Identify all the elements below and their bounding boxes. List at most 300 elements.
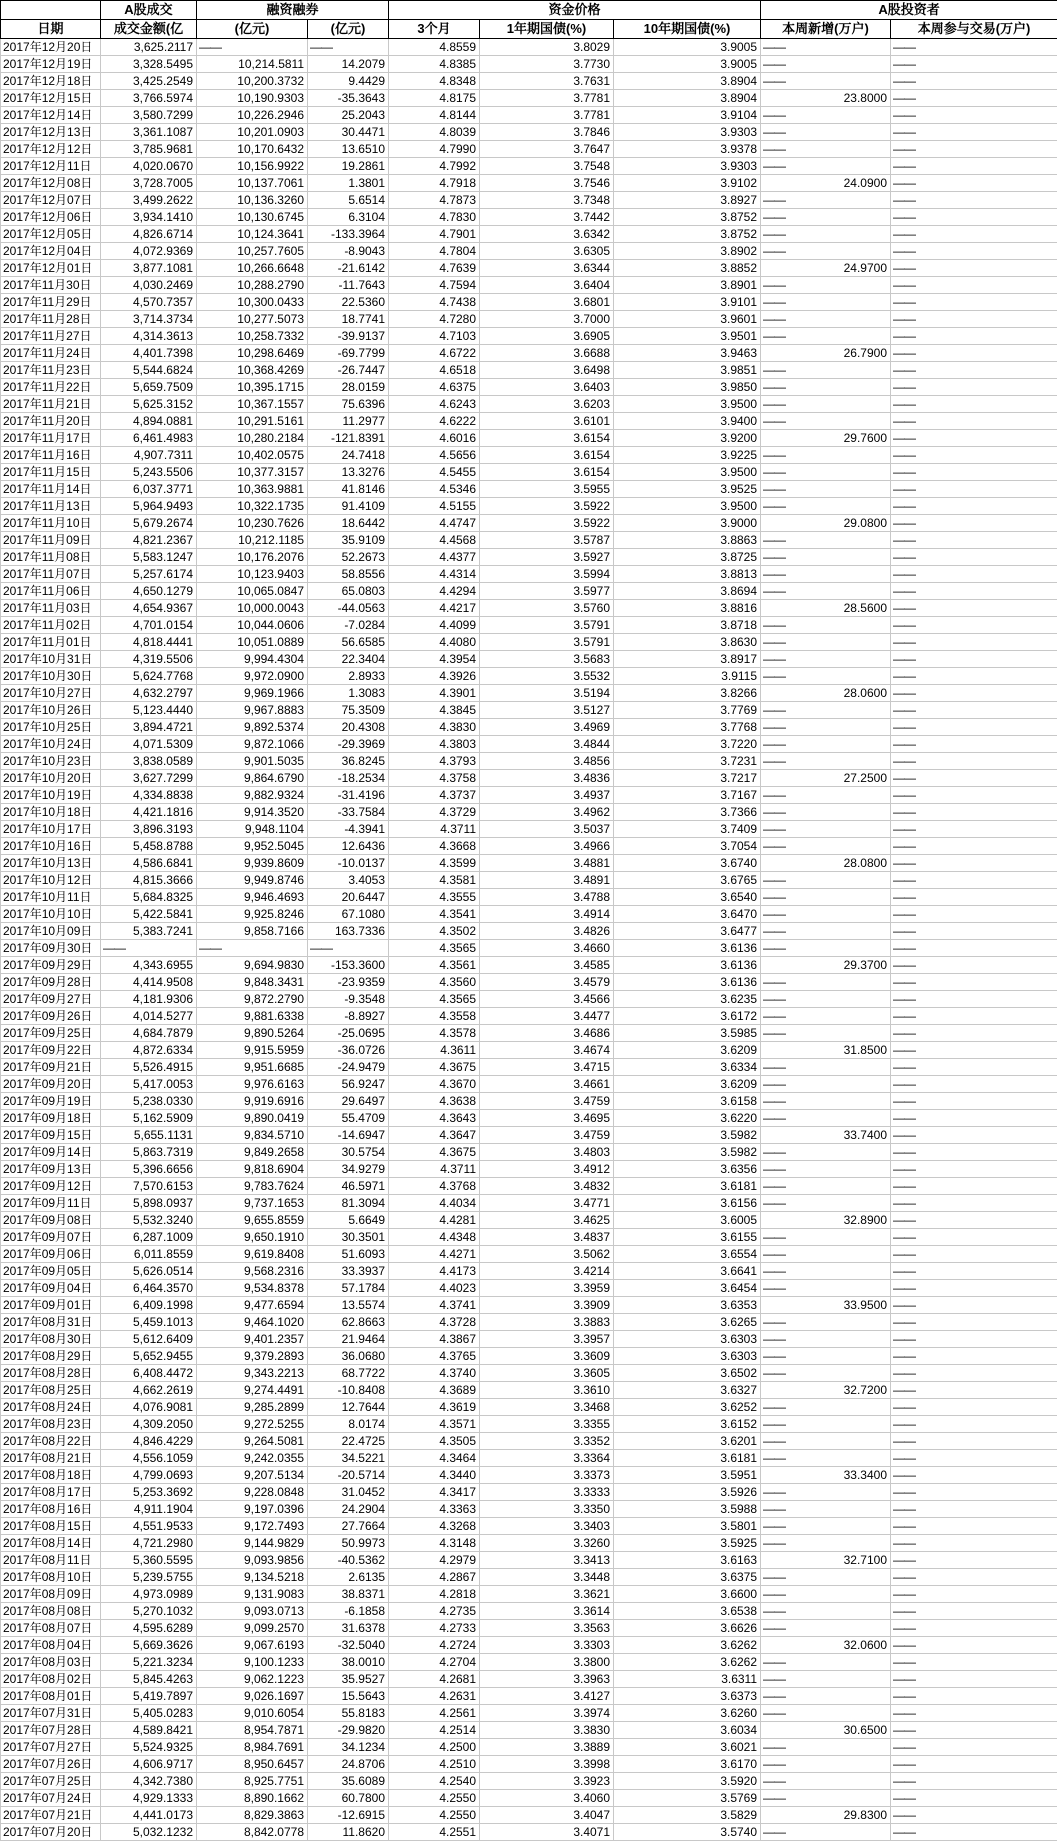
rate-10yr-cell[interactable]: 3.9102 xyxy=(614,175,761,192)
rate-10yr-cell[interactable]: 3.6470 xyxy=(614,906,761,923)
rate-10yr-cell[interactable]: 3.6327 xyxy=(614,1382,761,1399)
rate-10yr-cell[interactable]: 3.9463 xyxy=(614,345,761,362)
margin-balance-cell[interactable]: 9,172.7493 xyxy=(197,1518,308,1535)
margin-balance-cell[interactable]: 8,925.7751 xyxy=(197,1773,308,1790)
turnover-cell[interactable]: 3,785.9681 xyxy=(101,141,197,158)
date-cell[interactable]: 2017年10月31日 xyxy=(1,651,101,668)
margin-balance-cell[interactable]: 10,212.1185 xyxy=(197,532,308,549)
trading-accounts-cell[interactable]: —— xyxy=(891,1671,1057,1688)
margin-change-cell[interactable]: -10.8408 xyxy=(308,1382,389,1399)
margin-change-cell[interactable]: -8.8927 xyxy=(308,1008,389,1025)
margin-balance-cell[interactable]: 9,343.2213 xyxy=(197,1365,308,1382)
rate-10yr-cell[interactable]: 3.8904 xyxy=(614,73,761,90)
margin-change-cell[interactable]: -35.3643 xyxy=(308,90,389,107)
margin-balance-cell[interactable]: 9,242.0355 xyxy=(197,1450,308,1467)
trading-accounts-cell[interactable]: —— xyxy=(891,294,1057,311)
margin-balance-cell[interactable]: 9,952.5045 xyxy=(197,838,308,855)
turnover-cell[interactable]: 5,679.2674 xyxy=(101,515,197,532)
new-accounts-cell[interactable]: 32.7200 xyxy=(761,1382,891,1399)
rate-10yr-cell[interactable]: 3.5951 xyxy=(614,1467,761,1484)
rate-3month-cell[interactable]: 4.6243 xyxy=(389,396,480,413)
rate-1yr-cell[interactable]: 3.5532 xyxy=(480,668,614,685)
margin-change-cell[interactable]: 35.9109 xyxy=(308,532,389,549)
trading-accounts-cell[interactable]: —— xyxy=(891,1450,1057,1467)
new-accounts-cell[interactable]: —— xyxy=(761,107,891,124)
margin-change-cell[interactable]: -18.2534 xyxy=(308,770,389,787)
margin-balance-cell[interactable]: 10,190.9303 xyxy=(197,90,308,107)
rate-10yr-cell[interactable]: 3.9101 xyxy=(614,294,761,311)
rate-1yr-cell[interactable]: 3.3974 xyxy=(480,1705,614,1722)
turnover-cell[interactable]: 5,964.9493 xyxy=(101,498,197,515)
rate-1yr-cell[interactable]: 3.4047 xyxy=(480,1807,614,1824)
margin-change-cell[interactable]: 55.8183 xyxy=(308,1705,389,1722)
margin-balance-cell[interactable]: 9,131.9083 xyxy=(197,1586,308,1603)
date-cell[interactable]: 2017年12月04日 xyxy=(1,243,101,260)
margin-change-cell[interactable]: 36.0680 xyxy=(308,1348,389,1365)
rate-3month-cell[interactable]: 4.3638 xyxy=(389,1093,480,1110)
date-cell[interactable]: 2017年11月01日 xyxy=(1,634,101,651)
margin-balance-cell[interactable]: 9,872.1066 xyxy=(197,736,308,753)
turnover-cell[interactable]: 4,606.9717 xyxy=(101,1756,197,1773)
rate-1yr-cell[interactable]: 3.4759 xyxy=(480,1127,614,1144)
turnover-cell[interactable]: 4,654.9367 xyxy=(101,600,197,617)
trading-accounts-cell[interactable]: —— xyxy=(891,175,1057,192)
rate-10yr-cell[interactable]: 3.6740 xyxy=(614,855,761,872)
new-accounts-cell[interactable]: —— xyxy=(761,719,891,736)
new-accounts-cell[interactable]: —— xyxy=(761,1195,891,1212)
trading-accounts-cell[interactable]: —— xyxy=(891,73,1057,90)
turnover-cell[interactable]: 3,934.1410 xyxy=(101,209,197,226)
date-cell[interactable]: 2017年08月16日 xyxy=(1,1501,101,1518)
trading-accounts-cell[interactable]: —— xyxy=(891,889,1057,906)
new-accounts-cell[interactable]: —— xyxy=(761,39,891,56)
margin-change-cell[interactable]: 35.9527 xyxy=(308,1671,389,1688)
date-cell[interactable]: 2017年09月01日 xyxy=(1,1297,101,1314)
date-cell[interactable]: 2017年08月18日 xyxy=(1,1467,101,1484)
rate-1yr-cell[interactable]: 3.4836 xyxy=(480,770,614,787)
trading-accounts-cell[interactable]: —— xyxy=(891,124,1057,141)
margin-balance-cell[interactable]: 9,901.5035 xyxy=(197,753,308,770)
new-accounts-cell[interactable]: —— xyxy=(761,1144,891,1161)
trading-accounts-cell[interactable]: —— xyxy=(891,260,1057,277)
rate-10yr-cell[interactable]: 3.9005 xyxy=(614,39,761,56)
new-accounts-cell[interactable]: 28.5600 xyxy=(761,600,891,617)
rate-3month-cell[interactable]: 4.7639 xyxy=(389,260,480,277)
rate-10yr-cell[interactable]: 3.6538 xyxy=(614,1603,761,1620)
rate-3month-cell[interactable]: 4.4080 xyxy=(389,634,480,651)
turnover-cell[interactable]: 3,580.7299 xyxy=(101,107,197,124)
date-cell[interactable]: 2017年08月14日 xyxy=(1,1535,101,1552)
trading-accounts-cell[interactable]: —— xyxy=(891,1756,1057,1773)
turnover-cell[interactable]: 3,627.7299 xyxy=(101,770,197,787)
margin-change-cell[interactable]: 3.4053 xyxy=(308,872,389,889)
margin-change-cell[interactable]: 58.8556 xyxy=(308,566,389,583)
group-header-funding-rates[interactable]: 资金价格 xyxy=(389,1,761,20)
trading-accounts-cell[interactable]: —— xyxy=(891,583,1057,600)
margin-balance-cell[interactable]: 9,272.5255 xyxy=(197,1416,308,1433)
rate-1yr-cell[interactable]: 3.4661 xyxy=(480,1076,614,1093)
new-accounts-cell[interactable]: 28.0800 xyxy=(761,855,891,872)
margin-change-cell[interactable]: -69.7799 xyxy=(308,345,389,362)
rate-10yr-cell[interactable]: 3.6170 xyxy=(614,1756,761,1773)
margin-balance-cell[interactable]: 10,044.0606 xyxy=(197,617,308,634)
rate-3month-cell[interactable]: 4.3464 xyxy=(389,1450,480,1467)
rate-1yr-cell[interactable]: 3.5127 xyxy=(480,702,614,719)
new-accounts-cell[interactable]: —— xyxy=(761,294,891,311)
margin-balance-cell[interactable]: 8,842.0778 xyxy=(197,1824,308,1841)
margin-change-cell[interactable]: 51.6093 xyxy=(308,1246,389,1263)
margin-balance-cell[interactable]: 9,464.1020 xyxy=(197,1314,308,1331)
margin-change-cell[interactable]: 31.0452 xyxy=(308,1484,389,1501)
turnover-cell[interactable]: 5,270.1032 xyxy=(101,1603,197,1620)
new-accounts-cell[interactable]: —— xyxy=(761,634,891,651)
rate-10yr-cell[interactable]: 3.6201 xyxy=(614,1433,761,1450)
rate-3month-cell[interactable]: 4.6722 xyxy=(389,345,480,362)
rate-10yr-cell[interactable]: 3.6641 xyxy=(614,1263,761,1280)
new-accounts-cell[interactable]: —— xyxy=(761,192,891,209)
margin-balance-cell[interactable]: 9,872.2790 xyxy=(197,991,308,1008)
rate-10yr-cell[interactable]: 3.6626 xyxy=(614,1620,761,1637)
trading-accounts-cell[interactable]: —— xyxy=(891,957,1057,974)
new-accounts-cell[interactable]: —— xyxy=(761,566,891,583)
turnover-cell[interactable]: 4,701.0154 xyxy=(101,617,197,634)
rate-10yr-cell[interactable]: 3.8904 xyxy=(614,90,761,107)
new-accounts-cell[interactable]: —— xyxy=(761,736,891,753)
date-cell[interactable]: 2017年12月14日 xyxy=(1,107,101,124)
trading-accounts-cell[interactable]: —— xyxy=(891,1365,1057,1382)
margin-balance-cell[interactable]: 9,379.2893 xyxy=(197,1348,308,1365)
trading-accounts-cell[interactable]: —— xyxy=(891,923,1057,940)
rate-10yr-cell[interactable]: 3.7217 xyxy=(614,770,761,787)
rate-1yr-cell[interactable]: 3.5787 xyxy=(480,532,614,549)
date-cell[interactable]: 2017年08月30日 xyxy=(1,1331,101,1348)
date-cell[interactable]: 2017年09月12日 xyxy=(1,1178,101,1195)
new-accounts-cell[interactable]: —— xyxy=(761,311,891,328)
new-accounts-cell[interactable]: —— xyxy=(761,158,891,175)
date-cell[interactable]: 2017年10月27日 xyxy=(1,685,101,702)
date-cell[interactable]: 2017年08月09日 xyxy=(1,1586,101,1603)
trading-accounts-cell[interactable]: —— xyxy=(891,787,1057,804)
rate-10yr-cell[interactable]: 3.5925 xyxy=(614,1535,761,1552)
rate-1yr-cell[interactable]: 3.7548 xyxy=(480,158,614,175)
margin-change-cell[interactable]: 14.2079 xyxy=(308,56,389,73)
date-cell[interactable]: 2017年12月19日 xyxy=(1,56,101,73)
margin-balance-cell[interactable]: 9,010.6054 xyxy=(197,1705,308,1722)
rate-10yr-cell[interactable]: 3.9500 xyxy=(614,498,761,515)
new-accounts-cell[interactable]: —— xyxy=(761,413,891,430)
trading-accounts-cell[interactable]: —— xyxy=(891,1688,1057,1705)
margin-change-cell[interactable]: 5.6514 xyxy=(308,192,389,209)
rate-1yr-cell[interactable]: 3.3998 xyxy=(480,1756,614,1773)
rate-1yr-cell[interactable]: 3.7781 xyxy=(480,90,614,107)
rate-1yr-cell[interactable]: 3.4566 xyxy=(480,991,614,1008)
margin-balance-cell[interactable]: 9,228.0848 xyxy=(197,1484,308,1501)
date-cell[interactable]: 2017年07月28日 xyxy=(1,1722,101,1739)
margin-change-cell[interactable]: -25.0695 xyxy=(308,1025,389,1042)
trading-accounts-cell[interactable]: —— xyxy=(891,1569,1057,1586)
date-cell[interactable]: 2017年11月14日 xyxy=(1,481,101,498)
margin-balance-cell[interactable]: 9,882.9324 xyxy=(197,787,308,804)
date-cell[interactable]: 2017年11月13日 xyxy=(1,498,101,515)
turnover-cell[interactable]: 5,458.8788 xyxy=(101,838,197,855)
turnover-cell[interactable]: 3,499.2622 xyxy=(101,192,197,209)
rate-1yr-cell[interactable]: 3.6344 xyxy=(480,260,614,277)
margin-balance-cell[interactable]: 9,655.8559 xyxy=(197,1212,308,1229)
trading-accounts-cell[interactable]: —— xyxy=(891,413,1057,430)
date-cell[interactable]: 2017年11月17日 xyxy=(1,430,101,447)
date-cell[interactable]: 2017年08月24日 xyxy=(1,1399,101,1416)
margin-balance-cell[interactable]: 9,848.3431 xyxy=(197,974,308,991)
new-accounts-cell[interactable]: —— xyxy=(761,651,891,668)
turnover-cell[interactable]: 4,401.7398 xyxy=(101,345,197,362)
date-cell[interactable]: 2017年12月13日 xyxy=(1,124,101,141)
rate-10yr-cell[interactable]: 3.6477 xyxy=(614,923,761,940)
new-accounts-cell[interactable]: 32.0600 xyxy=(761,1637,891,1654)
date-cell[interactable]: 2017年08月25日 xyxy=(1,1382,101,1399)
trading-accounts-cell[interactable]: —— xyxy=(891,668,1057,685)
turnover-cell[interactable]: 4,181.9306 xyxy=(101,991,197,1008)
trading-accounts-cell[interactable]: —— xyxy=(891,192,1057,209)
date-cell[interactable]: 2017年09月18日 xyxy=(1,1110,101,1127)
rate-1yr-cell[interactable]: 3.4914 xyxy=(480,906,614,923)
turnover-cell[interactable]: 6,011.8559 xyxy=(101,1246,197,1263)
rate-10yr-cell[interactable]: 3.6260 xyxy=(614,1705,761,1722)
rate-3month-cell[interactable]: 4.3578 xyxy=(389,1025,480,1042)
new-accounts-cell[interactable]: 27.2500 xyxy=(761,770,891,787)
turnover-cell[interactable]: 4,911.1904 xyxy=(101,1501,197,1518)
rate-1yr-cell[interactable]: 3.3260 xyxy=(480,1535,614,1552)
rate-1yr-cell[interactable]: 3.4695 xyxy=(480,1110,614,1127)
margin-change-cell[interactable]: -26.7447 xyxy=(308,362,389,379)
trading-accounts-cell[interactable]: —— xyxy=(891,1705,1057,1722)
date-cell[interactable]: 2017年12月18日 xyxy=(1,73,101,90)
margin-balance-cell[interactable]: 10,130.6745 xyxy=(197,209,308,226)
rate-1yr-cell[interactable]: 3.4477 xyxy=(480,1008,614,1025)
new-accounts-cell[interactable]: —— xyxy=(761,124,891,141)
trading-accounts-cell[interactable]: —— xyxy=(891,991,1057,1008)
rate-10yr-cell[interactable]: 3.8927 xyxy=(614,192,761,209)
turnover-cell[interactable]: 4,556.1059 xyxy=(101,1450,197,1467)
trading-accounts-cell[interactable]: —— xyxy=(891,447,1057,464)
turnover-cell[interactable]: 4,826.6714 xyxy=(101,226,197,243)
turnover-cell[interactable]: 4,632.2797 xyxy=(101,685,197,702)
new-accounts-cell[interactable]: 29.3700 xyxy=(761,957,891,974)
turnover-cell[interactable]: 5,239.5755 xyxy=(101,1569,197,1586)
new-accounts-cell[interactable]: —— xyxy=(761,1603,891,1620)
turnover-cell[interactable]: 3,328.5495 xyxy=(101,56,197,73)
trading-accounts-cell[interactable]: —— xyxy=(891,906,1057,923)
rate-10yr-cell[interactable]: 3.8863 xyxy=(614,532,761,549)
trading-accounts-cell[interactable]: —— xyxy=(891,651,1057,668)
rate-3month-cell[interactable]: 4.7992 xyxy=(389,158,480,175)
new-accounts-cell[interactable]: —— xyxy=(761,906,891,923)
new-accounts-cell[interactable]: 24.9700 xyxy=(761,260,891,277)
turnover-cell[interactable]: 7,570.6153 xyxy=(101,1178,197,1195)
margin-change-cell[interactable]: 20.6447 xyxy=(308,889,389,906)
rate-10yr-cell[interactable]: 3.6765 xyxy=(614,872,761,889)
rate-1yr-cell[interactable]: 3.6305 xyxy=(480,243,614,260)
rate-10yr-cell[interactable]: 3.5829 xyxy=(614,1807,761,1824)
rate-1yr-cell[interactable]: 3.6154 xyxy=(480,464,614,481)
rate-3month-cell[interactable]: 4.3728 xyxy=(389,1314,480,1331)
turnover-cell[interactable]: 4,014.5277 xyxy=(101,1008,197,1025)
turnover-cell[interactable]: 3,728.7005 xyxy=(101,175,197,192)
margin-balance-cell[interactable]: 9,967.8883 xyxy=(197,702,308,719)
rate-10yr-cell[interactable]: 3.7054 xyxy=(614,838,761,855)
margin-change-cell[interactable]: —— xyxy=(308,940,389,957)
trading-accounts-cell[interactable]: —— xyxy=(891,158,1057,175)
rate-3month-cell[interactable]: 4.4281 xyxy=(389,1212,480,1229)
column-header-10yr-treasury[interactable]: 10年期国债(%) xyxy=(614,20,761,39)
trading-accounts-cell[interactable]: —— xyxy=(891,277,1057,294)
rate-1yr-cell[interactable]: 3.6498 xyxy=(480,362,614,379)
rate-3month-cell[interactable]: 4.2514 xyxy=(389,1722,480,1739)
new-accounts-cell[interactable]: —— xyxy=(761,1790,891,1807)
trading-accounts-cell[interactable]: —— xyxy=(891,617,1057,634)
margin-change-cell[interactable]: 65.0803 xyxy=(308,583,389,600)
turnover-cell[interactable]: 4,650.1279 xyxy=(101,583,197,600)
rate-10yr-cell[interactable]: 3.6356 xyxy=(614,1161,761,1178)
date-cell[interactable]: 2017年09月30日 xyxy=(1,940,101,957)
new-accounts-cell[interactable]: 29.8300 xyxy=(761,1807,891,1824)
turnover-cell[interactable]: 5,626.0514 xyxy=(101,1263,197,1280)
new-accounts-cell[interactable]: —— xyxy=(761,787,891,804)
rate-10yr-cell[interactable]: 3.6540 xyxy=(614,889,761,906)
rate-1yr-cell[interactable]: 3.6404 xyxy=(480,277,614,294)
rate-1yr-cell[interactable]: 3.3303 xyxy=(480,1637,614,1654)
new-accounts-cell[interactable]: —— xyxy=(761,1433,891,1450)
turnover-cell[interactable]: 4,076.9081 xyxy=(101,1399,197,1416)
margin-balance-cell[interactable]: 9,890.5264 xyxy=(197,1025,308,1042)
margin-change-cell[interactable]: 35.6089 xyxy=(308,1773,389,1790)
margin-balance-cell[interactable]: 10,266.6648 xyxy=(197,260,308,277)
turnover-cell[interactable]: 3,894.4721 xyxy=(101,719,197,736)
new-accounts-cell[interactable]: —— xyxy=(761,1569,891,1586)
margin-change-cell[interactable]: 6.3104 xyxy=(308,209,389,226)
margin-balance-cell[interactable]: 9,401.2357 xyxy=(197,1331,308,1348)
turnover-cell[interactable]: 5,544.6824 xyxy=(101,362,197,379)
rate-1yr-cell[interactable]: 3.3352 xyxy=(480,1433,614,1450)
turnover-cell[interactable]: 4,314.3613 xyxy=(101,328,197,345)
new-accounts-cell[interactable]: —— xyxy=(761,1654,891,1671)
rate-1yr-cell[interactable]: 3.6403 xyxy=(480,379,614,396)
rate-3month-cell[interactable]: 4.3417 xyxy=(389,1484,480,1501)
rate-1yr-cell[interactable]: 3.3333 xyxy=(480,1484,614,1501)
trading-accounts-cell[interactable]: —— xyxy=(891,1637,1057,1654)
margin-change-cell[interactable]: 21.9464 xyxy=(308,1331,389,1348)
rate-10yr-cell[interactable]: 3.6158 xyxy=(614,1093,761,1110)
margin-balance-cell[interactable]: 10,124.3641 xyxy=(197,226,308,243)
margin-balance-cell[interactable]: 9,864.6790 xyxy=(197,770,308,787)
rate-10yr-cell[interactable]: 3.6262 xyxy=(614,1654,761,1671)
trading-accounts-cell[interactable]: —— xyxy=(891,1025,1057,1042)
margin-balance-cell[interactable]: 10,300.0433 xyxy=(197,294,308,311)
turnover-cell[interactable]: 3,838.0589 xyxy=(101,753,197,770)
turnover-cell[interactable]: 3,625.2117 xyxy=(101,39,197,56)
turnover-cell[interactable]: 5,032.1232 xyxy=(101,1824,197,1841)
rate-10yr-cell[interactable]: 3.7220 xyxy=(614,736,761,753)
margin-change-cell[interactable]: 24.8706 xyxy=(308,1756,389,1773)
column-header-weekly-new-accounts[interactable]: 本周新增(万户) xyxy=(761,20,891,39)
trading-accounts-cell[interactable]: —— xyxy=(891,1620,1057,1637)
rate-10yr-cell[interactable]: 3.5740 xyxy=(614,1824,761,1841)
margin-change-cell[interactable]: 36.8245 xyxy=(308,753,389,770)
new-accounts-cell[interactable]: —— xyxy=(761,838,891,855)
rate-3month-cell[interactable]: 4.2724 xyxy=(389,1637,480,1654)
rate-1yr-cell[interactable]: 3.5922 xyxy=(480,515,614,532)
rate-1yr-cell[interactable]: 3.4625 xyxy=(480,1212,614,1229)
trading-accounts-cell[interactable]: —— xyxy=(891,1280,1057,1297)
margin-change-cell[interactable]: 60.7800 xyxy=(308,1790,389,1807)
turnover-cell[interactable]: 5,417.0053 xyxy=(101,1076,197,1093)
margin-balance-cell[interactable]: 8,890.1662 xyxy=(197,1790,308,1807)
margin-change-cell[interactable]: 30.3501 xyxy=(308,1229,389,1246)
rate-3month-cell[interactable]: 4.3668 xyxy=(389,838,480,855)
rate-10yr-cell[interactable]: 3.6136 xyxy=(614,940,761,957)
margin-change-cell[interactable]: 13.3276 xyxy=(308,464,389,481)
rate-1yr-cell[interactable]: 3.4788 xyxy=(480,889,614,906)
new-accounts-cell[interactable]: —— xyxy=(761,362,891,379)
turnover-cell[interactable]: 4,595.6289 xyxy=(101,1620,197,1637)
new-accounts-cell[interactable]: —— xyxy=(761,498,891,515)
turnover-cell[interactable]: 4,072.9369 xyxy=(101,243,197,260)
rate-10yr-cell[interactable]: 3.6353 xyxy=(614,1297,761,1314)
rate-3month-cell[interactable]: 4.3647 xyxy=(389,1127,480,1144)
margin-balance-cell[interactable]: 10,137.7061 xyxy=(197,175,308,192)
rate-3month-cell[interactable]: 4.3643 xyxy=(389,1110,480,1127)
margin-change-cell[interactable]: 75.3509 xyxy=(308,702,389,719)
rate-10yr-cell[interactable]: 3.6265 xyxy=(614,1314,761,1331)
margin-balance-cell[interactable]: 9,144.9829 xyxy=(197,1535,308,1552)
trading-accounts-cell[interactable]: —— xyxy=(891,481,1057,498)
turnover-cell[interactable]: 5,405.0283 xyxy=(101,1705,197,1722)
rate-10yr-cell[interactable]: 3.6252 xyxy=(614,1399,761,1416)
date-cell[interactable]: 2017年12月12日 xyxy=(1,141,101,158)
rate-3month-cell[interactable]: 4.3440 xyxy=(389,1467,480,1484)
rate-1yr-cell[interactable]: 3.3563 xyxy=(480,1620,614,1637)
date-cell[interactable]: 2017年12月07日 xyxy=(1,192,101,209)
margin-balance-cell[interactable]: 9,834.5710 xyxy=(197,1127,308,1144)
rate-10yr-cell[interactable]: 3.9115 xyxy=(614,668,761,685)
new-accounts-cell[interactable]: —— xyxy=(761,243,891,260)
turnover-cell[interactable]: 5,123.4440 xyxy=(101,702,197,719)
rate-3month-cell[interactable]: 4.3675 xyxy=(389,1059,480,1076)
rate-1yr-cell[interactable]: 3.3957 xyxy=(480,1331,614,1348)
rate-10yr-cell[interactable]: 3.8816 xyxy=(614,600,761,617)
rate-3month-cell[interactable]: 4.3565 xyxy=(389,940,480,957)
margin-balance-cell[interactable]: 9,951.6685 xyxy=(197,1059,308,1076)
rate-1yr-cell[interactable]: 3.6203 xyxy=(480,396,614,413)
date-cell[interactable]: 2017年12月15日 xyxy=(1,90,101,107)
date-cell[interactable]: 2017年08月28日 xyxy=(1,1365,101,1382)
margin-balance-cell[interactable]: 9,477.6594 xyxy=(197,1297,308,1314)
column-header-turnover-amount[interactable]: 成交金额(亿 xyxy=(101,20,197,39)
margin-change-cell[interactable]: 34.9279 xyxy=(308,1161,389,1178)
trading-accounts-cell[interactable]: —— xyxy=(891,1110,1057,1127)
margin-change-cell[interactable]: -11.7643 xyxy=(308,277,389,294)
rate-3month-cell[interactable]: 4.3740 xyxy=(389,1365,480,1382)
margin-change-cell[interactable]: -31.4196 xyxy=(308,787,389,804)
rate-1yr-cell[interactable]: 3.4674 xyxy=(480,1042,614,1059)
date-cell[interactable]: 2017年11月28日 xyxy=(1,311,101,328)
trading-accounts-cell[interactable]: —— xyxy=(891,345,1057,362)
turnover-cell[interactable]: 3,766.5974 xyxy=(101,90,197,107)
rate-3month-cell[interactable]: 4.3555 xyxy=(389,889,480,906)
rate-1yr-cell[interactable]: 3.4579 xyxy=(480,974,614,991)
trading-accounts-cell[interactable]: —— xyxy=(891,974,1057,991)
rate-3month-cell[interactable]: 4.2500 xyxy=(389,1739,480,1756)
trading-accounts-cell[interactable]: —— xyxy=(891,1603,1057,1620)
